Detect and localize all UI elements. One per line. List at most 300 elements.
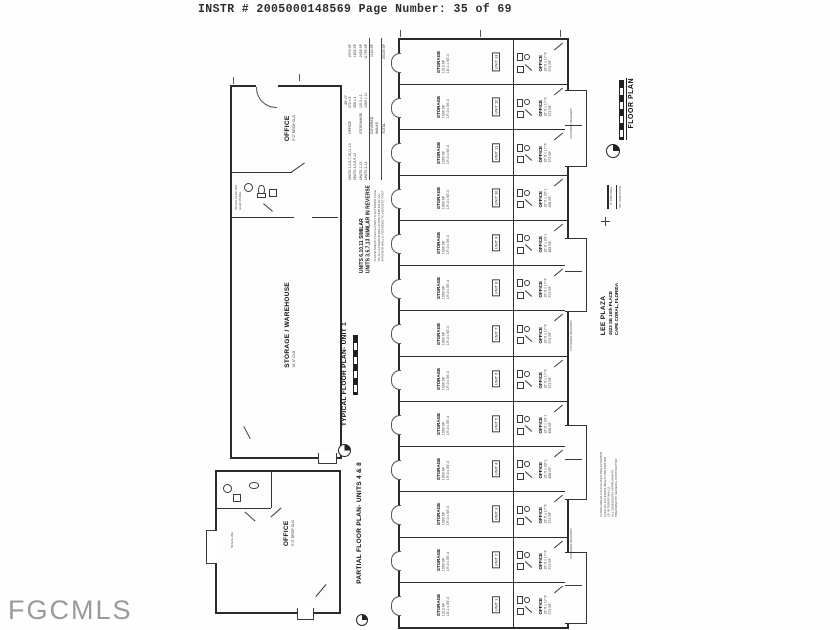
entry-door-swing bbox=[554, 540, 563, 548]
main-floor-plan bbox=[398, 38, 569, 629]
toilet-icon bbox=[517, 415, 523, 423]
area-table-cell: 2426 SF bbox=[358, 44, 363, 58]
fgcmls-watermark: FGCMLS bbox=[8, 595, 133, 625]
unit-office-label bbox=[538, 143, 552, 162]
label-line: OFFICE bbox=[538, 417, 543, 434]
office-label: OFFICE bbox=[284, 115, 291, 142]
area-table-cell: UNITS 2-12 bbox=[363, 161, 368, 180]
project-address-2: CAPE CORAL, FLORIDA bbox=[613, 283, 619, 336]
label-line: STORAGE bbox=[436, 503, 441, 526]
unit-office-label bbox=[538, 414, 552, 433]
note-line: PREPARED BY GENERAL CONTRACTOR bbox=[614, 458, 618, 517]
floor-plan-title: FLOOR PLAN bbox=[628, 78, 635, 129]
label-line: 372 SF bbox=[548, 105, 552, 117]
toilet-icon bbox=[517, 189, 523, 197]
bath-door-swing bbox=[525, 64, 532, 71]
label-line: 372 SF bbox=[548, 512, 552, 524]
label-line: OFFICE bbox=[538, 371, 543, 389]
partial-plan-title: PARTIAL FLOOR PLAN- UNITS 4 & 8 bbox=[356, 462, 363, 584]
legend-line-2 bbox=[616, 185, 617, 209]
office-dividing-wall bbox=[513, 221, 514, 265]
label-line: 1069 SF bbox=[441, 150, 446, 164]
unit-storage-label bbox=[436, 187, 450, 209]
area-table-cell: 372 x 8 bbox=[348, 96, 352, 108]
covered-walkway-label: COVERED WALKWAY bbox=[569, 320, 573, 351]
unit-office-label bbox=[538, 98, 552, 117]
label-line: 1213 SF bbox=[441, 602, 446, 617]
area-table-cell: 1069 x 11 bbox=[363, 92, 368, 108]
bath-door-swing bbox=[525, 245, 532, 252]
label-line: 16'-5 x 17'-5 bbox=[543, 143, 548, 163]
area-table-cell bbox=[370, 134, 381, 180]
label-line: STORAGE bbox=[436, 277, 441, 300]
entry-door-swing bbox=[554, 314, 563, 322]
entry-door-swing bbox=[554, 359, 563, 367]
area-table-row bbox=[369, 38, 381, 180]
sink-icon bbox=[524, 416, 530, 422]
label-line: 372 SF bbox=[548, 376, 552, 389]
water-heater-icon bbox=[517, 247, 524, 254]
dim-tick bbox=[233, 77, 234, 84]
sink-icon bbox=[524, 597, 530, 603]
label-line: 19'-0 x 50'-4 bbox=[446, 325, 450, 345]
unit-row bbox=[400, 266, 567, 311]
entry-door-swing bbox=[554, 495, 563, 503]
area-table-cell: 458 x 4 bbox=[353, 96, 358, 108]
label-line: 1069 SF bbox=[441, 240, 446, 255]
overhead-door-arc bbox=[391, 551, 401, 571]
label-line: STORAGE bbox=[436, 458, 441, 481]
scale-bar bbox=[619, 80, 624, 140]
sink-icon bbox=[524, 506, 530, 512]
label-line: 16'-5 x 17'-5 bbox=[543, 550, 548, 570]
bath-door-swing bbox=[525, 335, 532, 342]
bath-door-swing bbox=[525, 380, 532, 387]
area-table-cell: COVERED WALKS bbox=[370, 116, 380, 134]
wall-opening bbox=[294, 216, 312, 218]
typical-plan-title: TYPICAL FLOOR PLAN- UNIT 1 bbox=[341, 322, 348, 427]
label-line: 18'-1 x 50'-4 bbox=[446, 596, 450, 617]
water-heater-icon bbox=[517, 382, 524, 389]
unit-column bbox=[400, 40, 567, 627]
unit-storage-label bbox=[436, 458, 450, 480]
label-line: STORAGE bbox=[436, 141, 441, 164]
office-partition-wall bbox=[232, 172, 292, 173]
bath-door-swing bbox=[525, 606, 532, 613]
office-dividing-wall bbox=[513, 266, 514, 310]
water-heater-icon bbox=[517, 337, 524, 344]
bath-door-swing bbox=[525, 516, 532, 523]
area-table-cell: 1213 x 2 bbox=[358, 94, 363, 108]
instrument-header: INSTR # 2005000148569 Page Number: 35 of 69 bbox=[198, 3, 512, 16]
covered-walkway-label: COVERED WALKWAY bbox=[569, 108, 573, 139]
office-dividing-wall bbox=[513, 130, 514, 174]
bath-wall-v bbox=[271, 472, 272, 508]
label-line: 1069 SF bbox=[441, 376, 446, 390]
label-line: 1069 SF bbox=[441, 286, 446, 300]
water-heater-icon bbox=[517, 292, 524, 299]
area-table-cell bbox=[370, 76, 381, 108]
office-dividing-wall bbox=[513, 402, 514, 446]
bath-door-swing bbox=[525, 199, 532, 206]
project-name: LEE PLAZA bbox=[600, 295, 607, 336]
dimension-text: 45'-0" bbox=[343, 95, 348, 106]
unit-storage-label bbox=[436, 277, 450, 299]
water-heater-icon bbox=[517, 563, 524, 570]
area-table-cell: UNITS 1,13 bbox=[358, 161, 363, 180]
unit-row bbox=[400, 492, 567, 537]
overhead-door-arc bbox=[391, 415, 401, 435]
note-line: ALL DIMENSIONS APPROXIMATE bbox=[610, 469, 615, 517]
office-dividing-wall bbox=[513, 357, 514, 401]
label-line: OFFICE bbox=[538, 462, 543, 479]
sink-icon bbox=[524, 145, 530, 151]
label-line: OFFICE bbox=[538, 597, 543, 615]
unit-office-label bbox=[538, 188, 552, 207]
unit-storage-label bbox=[436, 51, 450, 73]
area-table-cell bbox=[364, 108, 369, 134]
office-door-swing bbox=[291, 163, 305, 173]
water-heater-note: 50 GAL WH bbox=[230, 532, 234, 548]
unit-row bbox=[400, 85, 567, 130]
dim-tick bbox=[560, 30, 561, 37]
unit-office-label bbox=[538, 279, 552, 298]
label-line: OFFICE bbox=[538, 190, 543, 208]
unit-row bbox=[400, 176, 567, 221]
label-line: OFFICE bbox=[538, 281, 543, 298]
unit-storage-label bbox=[436, 368, 450, 390]
label-line: 458 SF bbox=[548, 196, 552, 208]
unit-storage-label bbox=[436, 232, 450, 254]
label-line: 372 SF bbox=[548, 557, 552, 570]
unit-row bbox=[400, 40, 567, 85]
similar-units-note-1: UNITS 6,10,11 SIMILAR bbox=[359, 218, 365, 274]
unit-row bbox=[400, 130, 567, 175]
label-line: STORAGE bbox=[436, 186, 441, 209]
porch bbox=[565, 238, 587, 312]
sink-icon bbox=[524, 371, 530, 377]
note-line: FLOOR AREAS CALCULATED TO EXTERIOR FACE bbox=[373, 190, 377, 262]
unit-office-label bbox=[538, 234, 552, 253]
bath-door-swing bbox=[525, 561, 532, 568]
sink-icon bbox=[524, 326, 530, 332]
label-line: STORAGE bbox=[436, 412, 441, 436]
label-line: 372 SF bbox=[548, 603, 552, 615]
label-line: 19'-0 x 50'-4 bbox=[446, 144, 450, 164]
unit-row bbox=[400, 538, 567, 583]
unit-row bbox=[400, 402, 567, 447]
label-line: 1069 SF bbox=[441, 557, 446, 571]
label-line: OFFICE bbox=[538, 236, 543, 253]
label-line: 1213 SF bbox=[441, 59, 446, 74]
area-table-cell: TOTAL bbox=[381, 123, 386, 134]
label-line: STORAGE bbox=[436, 322, 441, 345]
area-table-cell: OFFICE bbox=[348, 121, 352, 134]
porch bbox=[565, 425, 587, 500]
office-dividing-wall bbox=[513, 311, 514, 355]
legend-label-1: 8" CBS WALL bbox=[609, 186, 613, 205]
unit-office-label bbox=[538, 505, 552, 524]
label-line: 458 SF bbox=[548, 467, 552, 479]
office-door-swing bbox=[270, 507, 281, 517]
water-heater-icon bbox=[517, 201, 524, 208]
label-line: OFFICE bbox=[538, 145, 543, 163]
label-line: 16'-5 x 17'-5 bbox=[543, 278, 548, 298]
label-line: STORAGE bbox=[436, 231, 441, 255]
floor-area-note bbox=[374, 190, 385, 261]
overhead-door-arc bbox=[391, 234, 401, 254]
unit-office-label bbox=[538, 460, 552, 479]
entry-door-swing bbox=[554, 178, 563, 186]
unit-number-tag: UNIT 8 bbox=[493, 281, 499, 295]
office-label: OFFICE bbox=[283, 520, 290, 547]
sink-icon bbox=[524, 54, 530, 60]
unit-row bbox=[400, 447, 567, 492]
area-table-cell: 1140 SF bbox=[370, 44, 374, 57]
toilet-icon bbox=[517, 234, 523, 242]
unit-number-tag: UNIT 10 bbox=[493, 190, 499, 206]
area-table-cell: STOR/WHSE bbox=[358, 112, 363, 134]
toilet-icon bbox=[517, 144, 523, 152]
label-line: 16'-5 x 17'-5 bbox=[543, 369, 548, 389]
unit-office-label bbox=[538, 595, 552, 614]
note-line: INTERIOR WALLS, ROUNDED TO NEAREST FOOT bbox=[380, 190, 385, 262]
overhead-door-arc bbox=[391, 505, 401, 525]
door-swing-arc bbox=[256, 87, 277, 108]
overhead-door-arc bbox=[391, 324, 401, 344]
scale-bar bbox=[353, 335, 358, 395]
label-line: 16'-5 x 17'-5 bbox=[543, 323, 548, 344]
unit-number-tag: UNIT 7 bbox=[493, 327, 499, 340]
sink-icon bbox=[524, 280, 530, 286]
office-label-group bbox=[283, 520, 296, 546]
office-dividing-wall bbox=[513, 85, 514, 129]
water-heater-icon bbox=[517, 428, 524, 435]
label-line: 19'-0 x 50'-4 bbox=[446, 370, 450, 390]
storage-label-group bbox=[284, 282, 297, 368]
toilet-icon bbox=[249, 482, 259, 489]
water-heater-icon bbox=[517, 473, 524, 480]
area-table-cell bbox=[382, 134, 387, 180]
label-line: OFFICE bbox=[538, 55, 543, 72]
unit-storage-label bbox=[436, 503, 450, 525]
office-dividing-wall bbox=[513, 176, 514, 220]
label-line: 16'-5 x 23'-1 bbox=[543, 414, 548, 434]
office-ceiling-note: 9'-0" DROP CLG bbox=[292, 115, 297, 142]
datum-mark-v bbox=[605, 217, 606, 226]
toilet-icon bbox=[517, 370, 523, 378]
north-arrow-icon bbox=[606, 144, 620, 158]
bath-door-swing bbox=[263, 203, 273, 211]
unit-storage-label bbox=[436, 549, 450, 571]
dim-tick bbox=[299, 74, 300, 81]
entry-door-swing bbox=[554, 450, 563, 458]
toilet-icon bbox=[517, 325, 523, 333]
label-line: 458 SF bbox=[548, 241, 552, 253]
area-table-cell: 11759 SF bbox=[363, 44, 368, 59]
label-line: 16'-5 x 17'-5 bbox=[543, 504, 548, 524]
storage-ceiling-note: 16'-0" CLG bbox=[292, 350, 297, 368]
project-address-1: 4523 SE 16th PLACE bbox=[608, 290, 614, 336]
label-line: OFFICE bbox=[538, 326, 543, 344]
toilet-icon bbox=[517, 460, 523, 468]
water-heater-icon bbox=[517, 66, 524, 73]
office-dividing-wall bbox=[513, 447, 514, 491]
entry-door-swing bbox=[554, 224, 563, 232]
entry-stoop bbox=[297, 608, 314, 620]
unit-row bbox=[400, 357, 567, 402]
overhead-door-arc bbox=[391, 189, 401, 209]
entry-door-swing bbox=[554, 269, 563, 277]
unit-row bbox=[400, 311, 567, 356]
label-line: 1069 SF bbox=[441, 512, 446, 526]
north-arrow-icon bbox=[338, 444, 351, 457]
entry-door-swing bbox=[554, 43, 563, 51]
unit-row bbox=[400, 583, 567, 627]
entry-door-swing bbox=[315, 584, 326, 597]
overhead-door-arc bbox=[391, 370, 401, 390]
bath-door-swing bbox=[525, 471, 532, 478]
bath-door-swing bbox=[525, 154, 532, 161]
preparer-notes bbox=[600, 452, 619, 517]
overhead-door-arc bbox=[391, 596, 401, 616]
similar-units-note-2: UNITS 3,5,7,13 SIMILAR IN REVERSE bbox=[365, 185, 372, 274]
note-line: OF INTERIOR WALLS bbox=[606, 486, 611, 517]
entry-door-swing bbox=[554, 88, 563, 96]
label-line: 372 SF bbox=[548, 150, 552, 163]
toilet-icon bbox=[517, 99, 523, 107]
unit-office-label bbox=[538, 324, 552, 343]
unit-number-tag: UNIT 2 bbox=[493, 553, 499, 566]
sink-icon bbox=[524, 235, 530, 241]
unit-storage-label bbox=[436, 413, 450, 435]
water-heater-icon bbox=[244, 183, 253, 192]
entry-door-swing bbox=[554, 404, 563, 412]
entry-door-swing bbox=[554, 133, 563, 141]
toilet-icon bbox=[517, 279, 523, 287]
covered-walkway-label: COVERED WALKWAY bbox=[569, 528, 573, 559]
similar-units-notes bbox=[359, 185, 372, 273]
note-line: FLOOR AREAS CALCULATED PER EXTERIOR bbox=[599, 452, 603, 517]
north-arrow-icon bbox=[356, 614, 368, 626]
label-line: 19'-0 x 50'-4 bbox=[446, 506, 450, 526]
elec-panel-note: ELEC PANEL bbox=[237, 191, 242, 210]
water-heater-icon bbox=[517, 156, 524, 163]
partial-floor-plan bbox=[215, 470, 341, 614]
sink-icon bbox=[269, 189, 277, 197]
unit-storage-label bbox=[436, 322, 450, 344]
label-line: STORAGE bbox=[436, 548, 441, 571]
bath-door-swing bbox=[244, 511, 255, 521]
overhead-door-arc bbox=[391, 98, 401, 118]
area-table-cell: 1832 SF bbox=[353, 44, 358, 58]
entry-stoop bbox=[318, 453, 337, 464]
unit-office-label bbox=[538, 369, 552, 388]
unit-storage-label bbox=[436, 141, 450, 163]
unit-storage-label bbox=[436, 96, 450, 118]
label-line: 1069 SF bbox=[441, 331, 446, 345]
area-table-cell: UNITS 4,5,8,9,12 bbox=[353, 152, 358, 180]
label-line: 1069 SF bbox=[441, 467, 446, 481]
sink-icon bbox=[524, 99, 530, 105]
unit-office-label bbox=[538, 53, 552, 72]
area-table-cell: 20133 SF bbox=[381, 44, 386, 60]
label-line: OFFICE bbox=[538, 100, 543, 117]
note-line: FACE OF EXTERIOR WALLS AND CENTER bbox=[602, 456, 607, 517]
unit-number-tag: UNIT 9 bbox=[493, 236, 499, 250]
rear-door-swing bbox=[243, 426, 250, 439]
bath-door-swing bbox=[525, 290, 532, 297]
note-line: OF ALL EXTERIOR WALLS AND CENTER OF ALL bbox=[376, 193, 381, 262]
unit-number-tag: UNIT 12 bbox=[493, 99, 499, 115]
overhead-door-arc bbox=[391, 279, 401, 299]
office-dividing-wall bbox=[513, 583, 514, 627]
label-line: 372 SF bbox=[548, 286, 552, 298]
project-title-block bbox=[600, 283, 619, 335]
area-table-row bbox=[381, 38, 387, 180]
area-table bbox=[348, 38, 390, 180]
unit-number-tag: UNIT 4 bbox=[493, 462, 499, 476]
entry-door-swing bbox=[554, 585, 563, 593]
label-line: STORAGE bbox=[436, 96, 441, 119]
office-dividing-wall bbox=[513, 492, 514, 536]
area-table-cell: UNITS 1,2,6,7,10,11,13 bbox=[348, 143, 352, 180]
label-line: STORAGE bbox=[436, 367, 441, 390]
label-line: 1069 SF bbox=[441, 421, 446, 436]
toilet-tank-icon bbox=[257, 193, 266, 198]
label-line: 1069 SF bbox=[441, 195, 446, 209]
title-underline bbox=[626, 78, 627, 140]
unit-number-tag: UNIT 3 bbox=[493, 508, 499, 521]
left-bump-out bbox=[206, 530, 217, 564]
area-table-row bbox=[364, 38, 369, 180]
bath-door-swing bbox=[525, 109, 532, 116]
label-line: 372 SF bbox=[548, 60, 552, 72]
toilet-icon bbox=[517, 596, 523, 604]
label-line: 16'-5 x 17'-5 bbox=[543, 52, 548, 72]
sink-icon bbox=[524, 461, 530, 467]
area-table-cell bbox=[382, 76, 387, 108]
dim-tick bbox=[480, 30, 481, 37]
label-line: 19'-0 x 50'-4 bbox=[446, 235, 450, 255]
toilet-icon bbox=[517, 551, 523, 559]
unit-number-tag: UNIT 11 bbox=[493, 145, 499, 160]
label-line: 16'-5 x 17'-5 bbox=[543, 595, 548, 615]
unit-office-label bbox=[538, 550, 552, 569]
office-label-group bbox=[284, 115, 297, 141]
label-line: OFFICE bbox=[538, 552, 543, 570]
label-line: OFFICE bbox=[538, 507, 543, 524]
office-dividing-wall bbox=[513, 40, 514, 84]
unit-number-tag: UNIT 1 bbox=[493, 598, 499, 612]
unit-number-tag: UNIT 13 bbox=[493, 54, 499, 70]
unit-row bbox=[400, 221, 567, 266]
unit-number-tag: UNIT 5 bbox=[493, 417, 499, 431]
water-heater-note: 50 GAL ELEC WH bbox=[234, 185, 238, 210]
sink-icon bbox=[233, 494, 241, 502]
porch bbox=[565, 552, 587, 624]
label-line: 372 SF bbox=[548, 331, 552, 344]
label-line: 1069 SF bbox=[441, 105, 446, 119]
label-line: 16'-5 x 17'-5 bbox=[543, 97, 548, 117]
label-line: 19'-0 x 50'-4 bbox=[446, 189, 450, 209]
label-line: 19'-0 x 50'-4 bbox=[446, 416, 450, 436]
typical-floor-plan bbox=[230, 85, 342, 459]
label-line: 19'-0 x 50'-4 bbox=[446, 280, 450, 300]
label-line: 19'-0 x 50'-4 bbox=[446, 461, 450, 481]
bath-partition-wall bbox=[232, 217, 338, 218]
label-line: 18'-1 x 50'-4 bbox=[446, 54, 450, 74]
